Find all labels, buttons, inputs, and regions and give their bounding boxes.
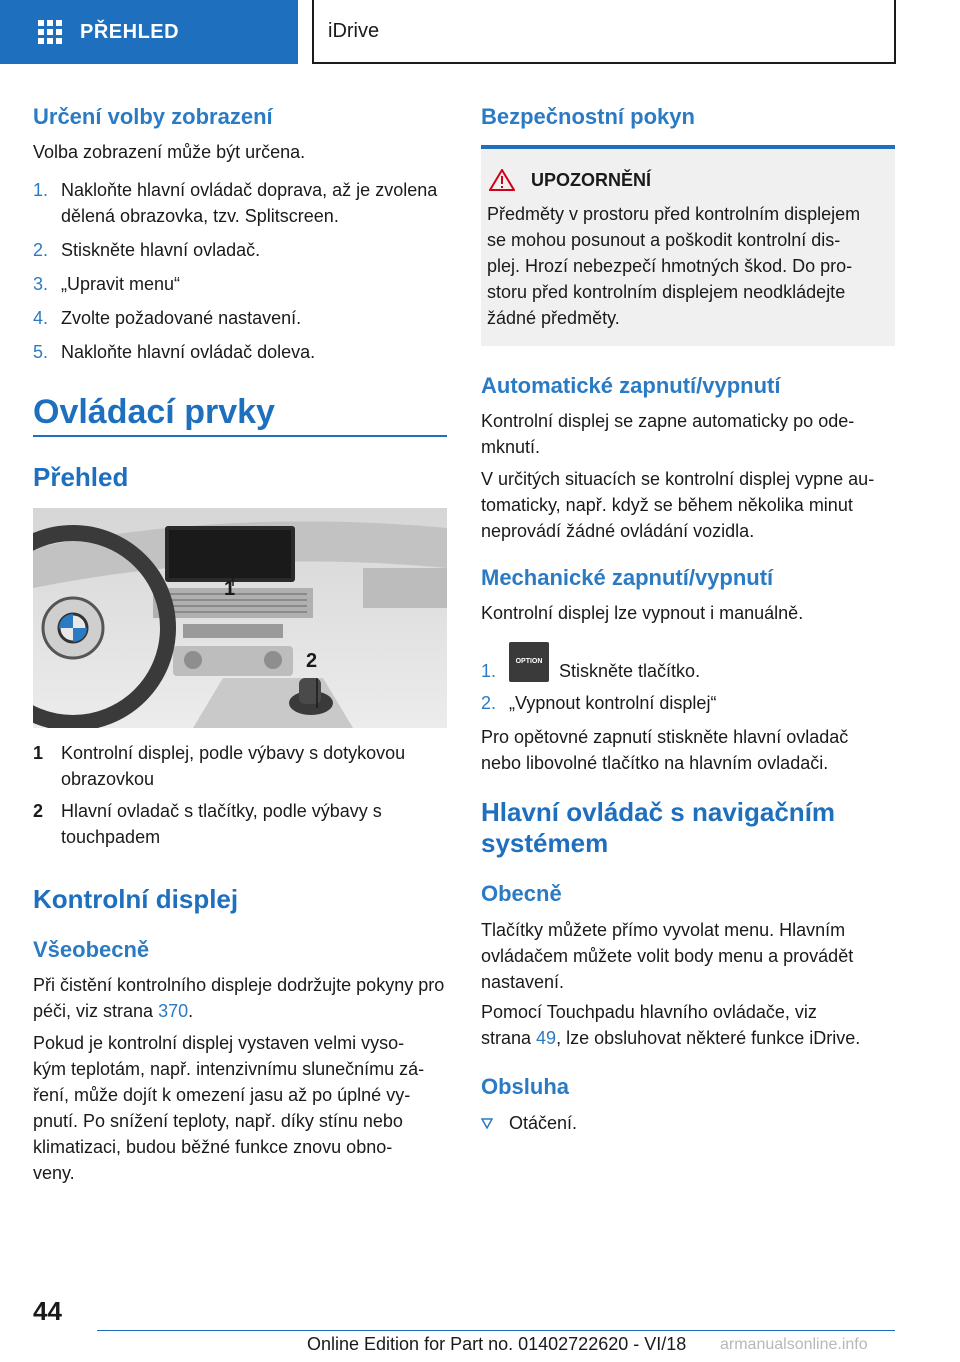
- text-touchpad: [481, 999, 895, 1051]
- list-item: [33, 339, 448, 365]
- step-text: Nakloňte hlavní ovládač doleva.: [61, 342, 316, 362]
- text-line: nebo libovolné tlačítko na hlavním ovladači.: [481, 753, 829, 773]
- heading-general-right: Obecně: [481, 881, 562, 906]
- text-cleaning-part: Při čistění kontrolního displeje dodržujte pokyny pro péči, viz strana: [33, 975, 445, 1021]
- text-cleaning: [33, 972, 447, 1024]
- step-turn-off: [481, 690, 716, 716]
- legend-text: Kontrolní displej, podle výbavy s dotykovou obrazovkou: [61, 743, 406, 789]
- step-number: 2.: [33, 240, 49, 260]
- bullet-text: Otáčení.: [509, 1113, 578, 1133]
- warning-text: [487, 201, 891, 331]
- text-line: ovládačem můžete volit body menu a provádět: [481, 946, 854, 966]
- step-text: Stiskněte hlavní ovladač.: [61, 240, 261, 260]
- heading-display: Kontrolní displej: [33, 884, 239, 914]
- list-item: [33, 798, 447, 850]
- text-line: storu před kontrolním displejem neodkládejte: [487, 282, 846, 302]
- list-item: [33, 237, 448, 263]
- warning-triangle-icon: [489, 169, 515, 191]
- text-display-selection: Volba zobrazení může být určena.: [33, 142, 306, 162]
- text-line: Tlačítky můžete přímo vyvolat menu. Hlavním: [481, 920, 846, 940]
- text-line: kým teplotám, např. intenzivnímu slunečnímu zá-: [33, 1059, 425, 1079]
- legend-number: 2: [33, 801, 44, 821]
- step-number: 3.: [33, 274, 49, 294]
- warning-title: UPOZORNĚNÍ: [531, 169, 652, 190]
- legend-text: Hlavní ovladač s tlačítky, podle výbavy s touchpadem: [61, 801, 382, 847]
- text-line: [481, 1025, 895, 1051]
- heading-general: Všeobecně: [33, 937, 150, 962]
- page-number: 44: [33, 1296, 62, 1326]
- text-line: Předměty v prostoru před kontrolním displejem: [487, 204, 861, 224]
- text-line: klimatizaci, budou běžné funkce znovu obno-: [33, 1137, 393, 1157]
- section-label: PŘEHLED: [80, 20, 180, 43]
- step-number: 1.: [33, 180, 49, 200]
- steps-display-selection: [33, 177, 448, 365]
- edition-text: Online Edition for Part no. 01402722620 - VI/18: [307, 1334, 687, 1354]
- heading-controls: Ovládací prvky: [33, 393, 275, 431]
- step-text: Nakloňte hlavní ovládač doprava, až je zvolena dělená obrazovka, tzv. Splitscreen.: [61, 180, 438, 226]
- figure-callout-2: 2: [306, 650, 318, 672]
- text-part: , lze obsluhovat některé funkce iDrive.: [556, 1028, 861, 1048]
- text-line: tomaticky, např. když se během několika minut: [481, 495, 853, 515]
- step-text: „Vypnout kontrolní displej“: [509, 693, 717, 713]
- text-reactivate: [481, 724, 895, 776]
- warning-title-row: [489, 169, 651, 191]
- heading-auto: Automatické zapnutí/vypnutí: [481, 373, 781, 398]
- legend-number: 1: [33, 743, 44, 763]
- heading-operation: Obsluha: [481, 1074, 570, 1099]
- text-line: se mohou posunout a poškodit kontrolní dis-: [487, 230, 841, 250]
- text-line: plej. Hrozí nebezpečí hmotných škod. Do pro-: [487, 256, 853, 276]
- text-cleaning-end: .: [188, 1001, 194, 1021]
- grid-icon: [38, 20, 62, 44]
- heading-safety: Bezpečnostní pokyn: [481, 104, 695, 129]
- step-text: Zvolte požadované nastavení.: [61, 308, 302, 328]
- text-line: pnutí. Po snížení teploty, např. díky stínu nebo: [33, 1111, 403, 1131]
- list-item: [33, 177, 448, 229]
- list-item: [33, 305, 448, 331]
- text-line: Pomocí Touchpadu hlavního ovládače, viz: [481, 1002, 817, 1022]
- step-number: 5.: [33, 342, 49, 362]
- step-text: „Upravit menu“: [61, 274, 181, 294]
- figure-legend: [33, 740, 447, 850]
- figure-callout-1: 1: [224, 578, 236, 600]
- text-line: nastavení.: [481, 972, 565, 992]
- bullet-item: [481, 1110, 577, 1136]
- heading-mechanical: Mechanické zapnutí/vypnutí: [481, 565, 774, 590]
- heading-controller: [481, 797, 835, 859]
- cockpit-illustration: [33, 508, 447, 728]
- text-auto: [481, 408, 901, 544]
- text-line: veny.: [33, 1163, 75, 1183]
- text-line: Pokud je kontrolní displej vystaven velmi vyso-: [33, 1033, 405, 1053]
- step-number: 2.: [481, 693, 497, 713]
- list-item: [33, 740, 447, 792]
- text-line: Pro opětovné zapnutí stiskněte hlavní ovladač: [481, 727, 849, 747]
- text-line: ření, může dojít k omezení jasu až po úplné vy-: [33, 1085, 411, 1105]
- step-number: 4.: [33, 308, 49, 328]
- text-general: [481, 917, 895, 995]
- text-line: mknutí.: [481, 437, 541, 457]
- text-heat: [33, 1030, 453, 1186]
- step-number: 1.: [481, 661, 497, 681]
- page-link-370[interactable]: 370: [158, 1001, 189, 1021]
- text-line: žádné předměty.: [487, 308, 620, 328]
- text-mechanical: Kontrolní displej lze vypnout i manuálně.: [481, 603, 804, 623]
- text-part: strana: [481, 1028, 537, 1048]
- page-link-49[interactable]: 49: [536, 1028, 557, 1048]
- warning-box: [481, 149, 895, 346]
- heading-line: Hlavní ovládač s navigačním: [481, 797, 836, 827]
- step-text: Stiskněte tlačítko.: [559, 661, 701, 681]
- triangle-bullet-icon: [481, 1110, 509, 1136]
- list-item: [33, 271, 448, 297]
- chapter-header: [312, 0, 896, 64]
- cockpit-figure: [33, 508, 447, 728]
- heading-rule: [33, 435, 447, 437]
- step-option: [481, 658, 700, 684]
- option-button[interactable]: OPTION: [509, 642, 549, 682]
- text-line: neprovádí žádné ovládání vozidla.: [481, 521, 755, 541]
- watermark: armanualsonline.info: [720, 1336, 868, 1353]
- footer-rule: [97, 1330, 895, 1331]
- text-line: V určitých situacích se kontrolní displej vypne au-: [481, 469, 875, 489]
- text-line: Kontrolní displej se zapne automaticky po ode-: [481, 411, 855, 431]
- heading-display-selection: Určení volby zobrazení: [33, 104, 273, 129]
- heading-line: systémem: [481, 828, 609, 858]
- section-tab[interactable]: [0, 0, 298, 64]
- heading-overview: Přehled: [33, 462, 129, 492]
- chapter-label: iDrive: [328, 19, 380, 42]
